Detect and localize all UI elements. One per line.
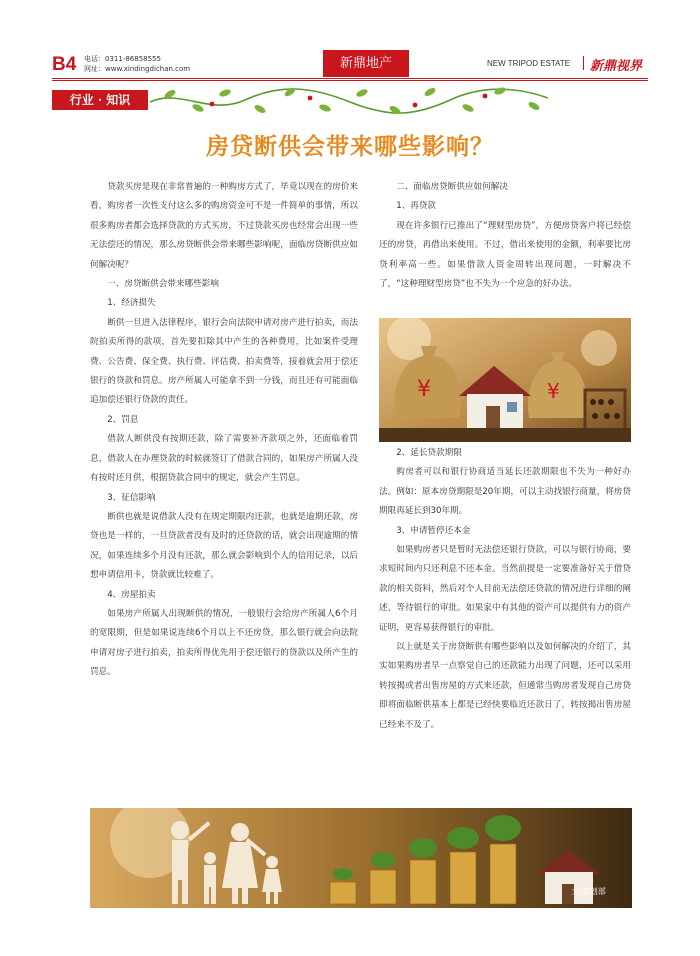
section-heading: 一、房贷断供会带来哪些影响 xyxy=(107,279,219,290)
house-moneybag-photo xyxy=(379,318,631,442)
section-heading: 二、面临房贷断供应如何解决 xyxy=(396,182,508,192)
subheading: 3、征信影响 xyxy=(107,492,156,503)
subheading: 4、房屋拍卖 xyxy=(107,589,156,600)
vine-ornament xyxy=(150,84,550,118)
website-url: 网址：www.xindingdichan.com xyxy=(84,65,191,73)
photo-credit: 文/策划部 xyxy=(571,887,606,896)
subheading: 2、延长贷款期限 xyxy=(396,448,462,458)
masthead-logo: 新鼎视界 xyxy=(590,59,643,74)
body-paragraph: 如果购房者只是暂时无法偿还银行贷款，可以与银行协商，要求短时间内只还利息不还本金。当然前提是一定要准备好关于借贷款的相关资料，然后对个人目前无法偿还贷款的情况进行详细的阐述，等待银行的审批。如果家中有其他的资产可以提供有力的资产证明，更容易获得银行的审批。 xyxy=(379,545,631,633)
header-rule-secondary xyxy=(52,80,648,81)
family-coins-photo xyxy=(90,808,632,908)
body-paragraph: 断供一旦进入法律程序，银行会向法院申请对房产进行拍卖，而法院拍卖所得的款项，首先要扣除其中产生的各种费用，比如案件受理费、公告费、保全费、执行费、评估费、拍卖费等，接着就会用于偿还银行的贷款和罚息。房产所属人可能拿不到一分钱，而且还有可能面临追加偿还银行贷款的责任。 xyxy=(90,317,358,406)
article-left-column xyxy=(90,178,358,683)
section-tab: 新鼎地产 xyxy=(323,50,409,77)
header-divider xyxy=(583,56,584,70)
body-paragraph: 购房者可以和银行协商适当延长还款期限也不失为一种好办法。例如：原本房贷期限是20年期，可以主动找银行商量，将房贷期限再延长到30年期。 xyxy=(379,467,631,517)
article-right-column-bottom xyxy=(379,444,631,735)
subheading: 2、罚息 xyxy=(107,414,139,425)
subheading: 1、再贷款 xyxy=(396,201,437,212)
body-paragraph: 借款人断供没有按期还款，除了需要补齐款项之外，还面临着罚息，借款人在办理贷款的时候就签订了借款合同的，如果房产所属人没有按时还月供，根据贷款合同中的规定，就会产生罚息。 xyxy=(90,434,358,484)
page-number: B4 xyxy=(52,54,77,75)
subheading: 3、申请暂停还本金 xyxy=(396,525,471,536)
subheading: 1、经济损失 xyxy=(107,298,156,309)
body-paragraph: 断供也就是说借款人没有在规定期限内还款，也就是逾期还款，房贷也是一样的，一旦贷款者没有及时的还贷款的话，就会出现逾期的情况，如果连续多个月没有还款，那么就会影响到个人的信用记录，以后想申请信用卡，贷款就比较难了。 xyxy=(90,511,358,581)
conclusion-paragraph: 以上就是关于房贷断供有哪些影响以及如何解决的介绍了，其实如果购房者早一点察觉自己的还款能力出现了问题，还可以采用转按揭或者出售房屋的方式来还款，但通常当购房者发现自己房贷即将面临断供基本上都是已经快要临近还款日了，转按揭出售房屋已经来不及了。 xyxy=(379,642,631,730)
category-label: 行业 · 知识 xyxy=(52,90,148,110)
contact-info xyxy=(84,54,190,74)
phone-number: 电话：0311-86858555 xyxy=(84,55,161,63)
svg-text:¥: ¥ xyxy=(547,379,560,403)
svg-text:¥: ¥ xyxy=(417,377,431,402)
english-name: NEW TRIPOD ESTATE xyxy=(487,59,571,68)
article-right-column-top xyxy=(379,178,631,294)
page-header xyxy=(0,50,700,80)
header-rule xyxy=(52,78,648,79)
intro-paragraph: 贷款买房是现在非常普遍的一种购房方式了，毕竟以现在的房价来看，购房者一次性支付这么多的购房资金可不是一件简单的事情，所以很多购房者都会选择贷款的方式买房，不过贷款买房也经常会出现一些无法偿还的情况，那么房贷断供会带来哪些影响呢，面临房贷断供应如何解决呢？ xyxy=(90,182,358,270)
article-title: 房贷断供会带来哪些影响？ xyxy=(206,134,494,160)
body-paragraph: 现在许多银行已推出了“理财型房贷”，方便房贷客户将已经偿还的房贷，再借出来使用。不过，借出来使用的金额，利率要比房贷利率高一些。如果借款人资金周转出现问题，一时解决不了，“这种理财型房贷”也不失为一个应急的好办法。 xyxy=(379,220,631,290)
body-paragraph: 如果房产所属人出现断供的情况，一般银行会给房产所属人6个月的宽限期，但是如果说连续6个月以上不还房贷，那么银行就会向法院申请对房子进行拍卖，拍卖所得优先用于偿还银行的贷款以及所产生的罚息。 xyxy=(90,608,358,678)
